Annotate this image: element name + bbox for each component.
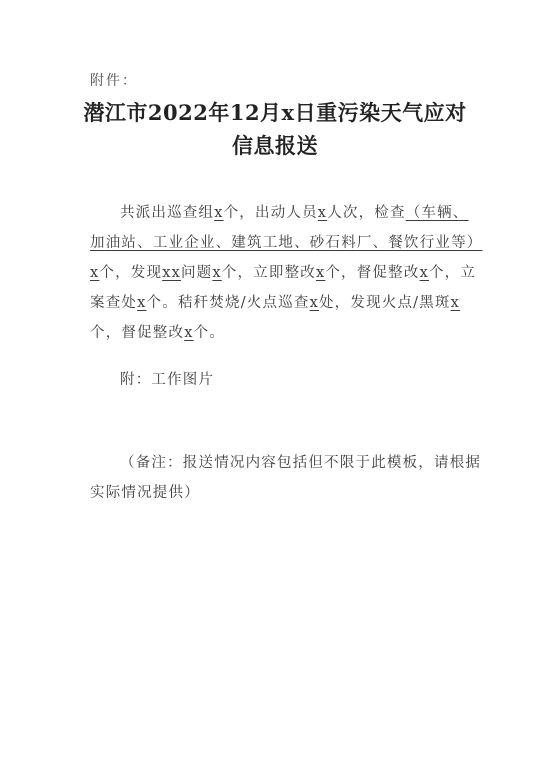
- blank-fire-spots: x: [450, 295, 461, 311]
- text-fragment: 个，督促整改: [325, 265, 420, 281]
- blank-problem-count: x: [212, 265, 222, 281]
- text-fragment: 人次，检查: [327, 205, 406, 221]
- remark-text: （备注：报送情况内容包括但不限于此模板，请根据实际情况提供）: [90, 455, 482, 501]
- text-fragment: 个。秸秆焚烧/火点巡查: [146, 295, 310, 311]
- text-fragment: 问题: [180, 265, 213, 281]
- document-title-line-2: 信息报送: [232, 133, 318, 158]
- report-paragraph: [90, 198, 482, 348]
- text-fragment: 个，立即整改: [221, 265, 316, 281]
- blank-personnel-count: x: [317, 205, 328, 221]
- text-fragment: 个，督促整改: [90, 325, 185, 341]
- photo-attachment-note: 附：工作图片: [120, 372, 215, 388]
- text-fragment: 个，发现: [99, 265, 163, 281]
- blank-fire-patrols: x: [309, 295, 319, 311]
- text-fragment: 个，出动人员: [223, 205, 318, 221]
- text-fragment: 处，发现火点/黑斑: [318, 295, 451, 311]
- blank-immediate-fix: x: [315, 265, 326, 281]
- text-fragment: 个。: [193, 325, 225, 341]
- blank-supervised-fix: x: [419, 265, 429, 281]
- remark-note: [90, 448, 482, 508]
- blank-cases-filed: x: [137, 295, 147, 311]
- text-fragment: 个，立案查处: [90, 265, 477, 311]
- blank-inspected-count: x: [90, 265, 100, 281]
- blank-inspection-groups: x: [214, 205, 224, 221]
- document-title-line-1: 潜江市2022年12月x日重污染天气应对: [83, 100, 467, 125]
- text-fragment: 共派出巡查组: [120, 205, 215, 221]
- attachment-label: 附件：: [90, 73, 138, 89]
- blank-problems-found: xx: [162, 265, 181, 281]
- inspection-scope: （车辆、加油站、工业企业、建筑工地、砂石料厂、餐饮行业等）: [90, 205, 483, 251]
- blank-fire-fix: x: [184, 325, 194, 341]
